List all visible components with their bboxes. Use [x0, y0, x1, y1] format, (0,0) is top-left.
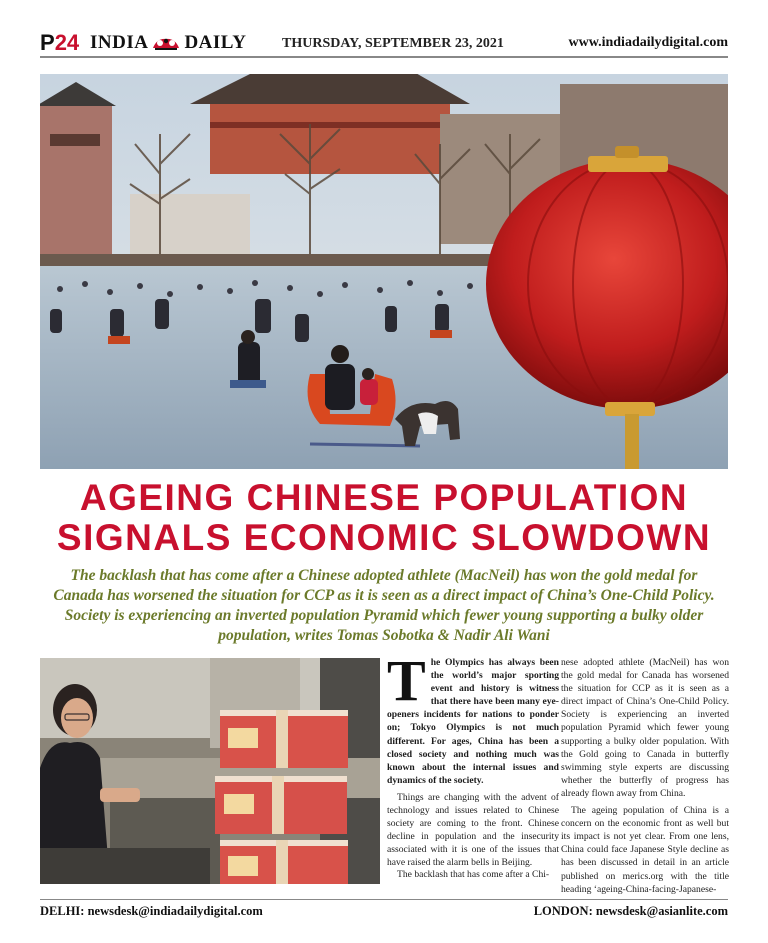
- article-paragraph: The ageing population of China is a concern on the economic front as well but its impact is not yet clear. From one lens, China could face Japanese Style decline as has been discussed in detail in an article published on merics.org with the title heading ‘ageing-China-facing-Japanese-: [561, 805, 729, 895]
- headline-line-2: SIGNALS ECONOMIC SLOWDOWN: [56, 517, 712, 558]
- issue-date: THURSDAY, SEPTEMBER 23, 2021: [282, 36, 504, 51]
- article-headline: [40, 478, 728, 558]
- footer-london-contact[interactable]: LONDON: newsdesk@asianlite.com: [533, 904, 728, 918]
- para3-text: nese adopted athlete (MacNeil) has won the gold medal for Canada has worsened the situation for CCP as it is seen as a direct impact of China’s One-Child Policy. Society is experiencing an inverted population Pyramid which fewer young supporting a bulky older population. With the Gold going to Canada in butterfly swimming style experts are discussing whether the butterfly of progress has already flown away from China.: [561, 657, 729, 799]
- drop-cap: T: [387, 648, 426, 713]
- hero-photo-illustration: [40, 74, 728, 469]
- article-column-1: [387, 648, 559, 874]
- article-standfirst: The backlash that has come after a Chinese adopted athlete (MacNeil) has won the gold medal for Canada has worsened the situation for CCP as it is seen as a direct impact of China’s One-Child Policy. Society is experiencing an inverted population Pyramid which fewer young supporting a bulky older population, writes Tomas Sobotka & Nadir Ali Wani: [53, 567, 715, 644]
- masthead-india: INDIA: [90, 32, 149, 53]
- masthead-daily: DAILY: [184, 32, 247, 53]
- bank-photo-illustration: [40, 658, 380, 884]
- article-paragraph: Things are changing with the advent of technology and issues related to Chinese society are coming to the front. Chinese decline in population and the insecurity associated with it is one of the issues that have raised the alarm bells in Beijing.: [387, 791, 559, 869]
- article-paragraph-lead: [387, 648, 559, 787]
- page-number: P24: [40, 30, 80, 55]
- photo-bank-teller-yuan: [40, 658, 380, 884]
- headline-line-1: AGEING CHINESE POPULATION: [79, 477, 689, 518]
- hero-photo-frozen-lake: [40, 74, 728, 469]
- lion-emblem-icon: [151, 34, 181, 52]
- header-divider: [40, 56, 728, 58]
- masthead-logo: [90, 32, 246, 54]
- article-paragraph-continued: [561, 656, 729, 800]
- footer-divider: [40, 899, 728, 900]
- website-link[interactable]: www.indiadailydigital.com: [568, 35, 728, 50]
- article-column-2: [561, 656, 729, 900]
- lead-paragraph-text: he Olympics has always been the world’s major sporting event and history is witness that there have been many eye-openers incidents for nations to ponder on; Tokyo Olympics is not much different. For ages, China has been a closed society and nothing much was known about the internal issues and dynamics of the society.: [387, 657, 559, 786]
- article-paragraph-col1-tail: [387, 868, 559, 884]
- col1-tail-text: The backlash that has come after a Chi-: [397, 869, 550, 880]
- footer-delhi-contact[interactable]: DELHI: newsdesk@indiadailydigital.com: [40, 904, 263, 918]
- page-header: [40, 28, 728, 58]
